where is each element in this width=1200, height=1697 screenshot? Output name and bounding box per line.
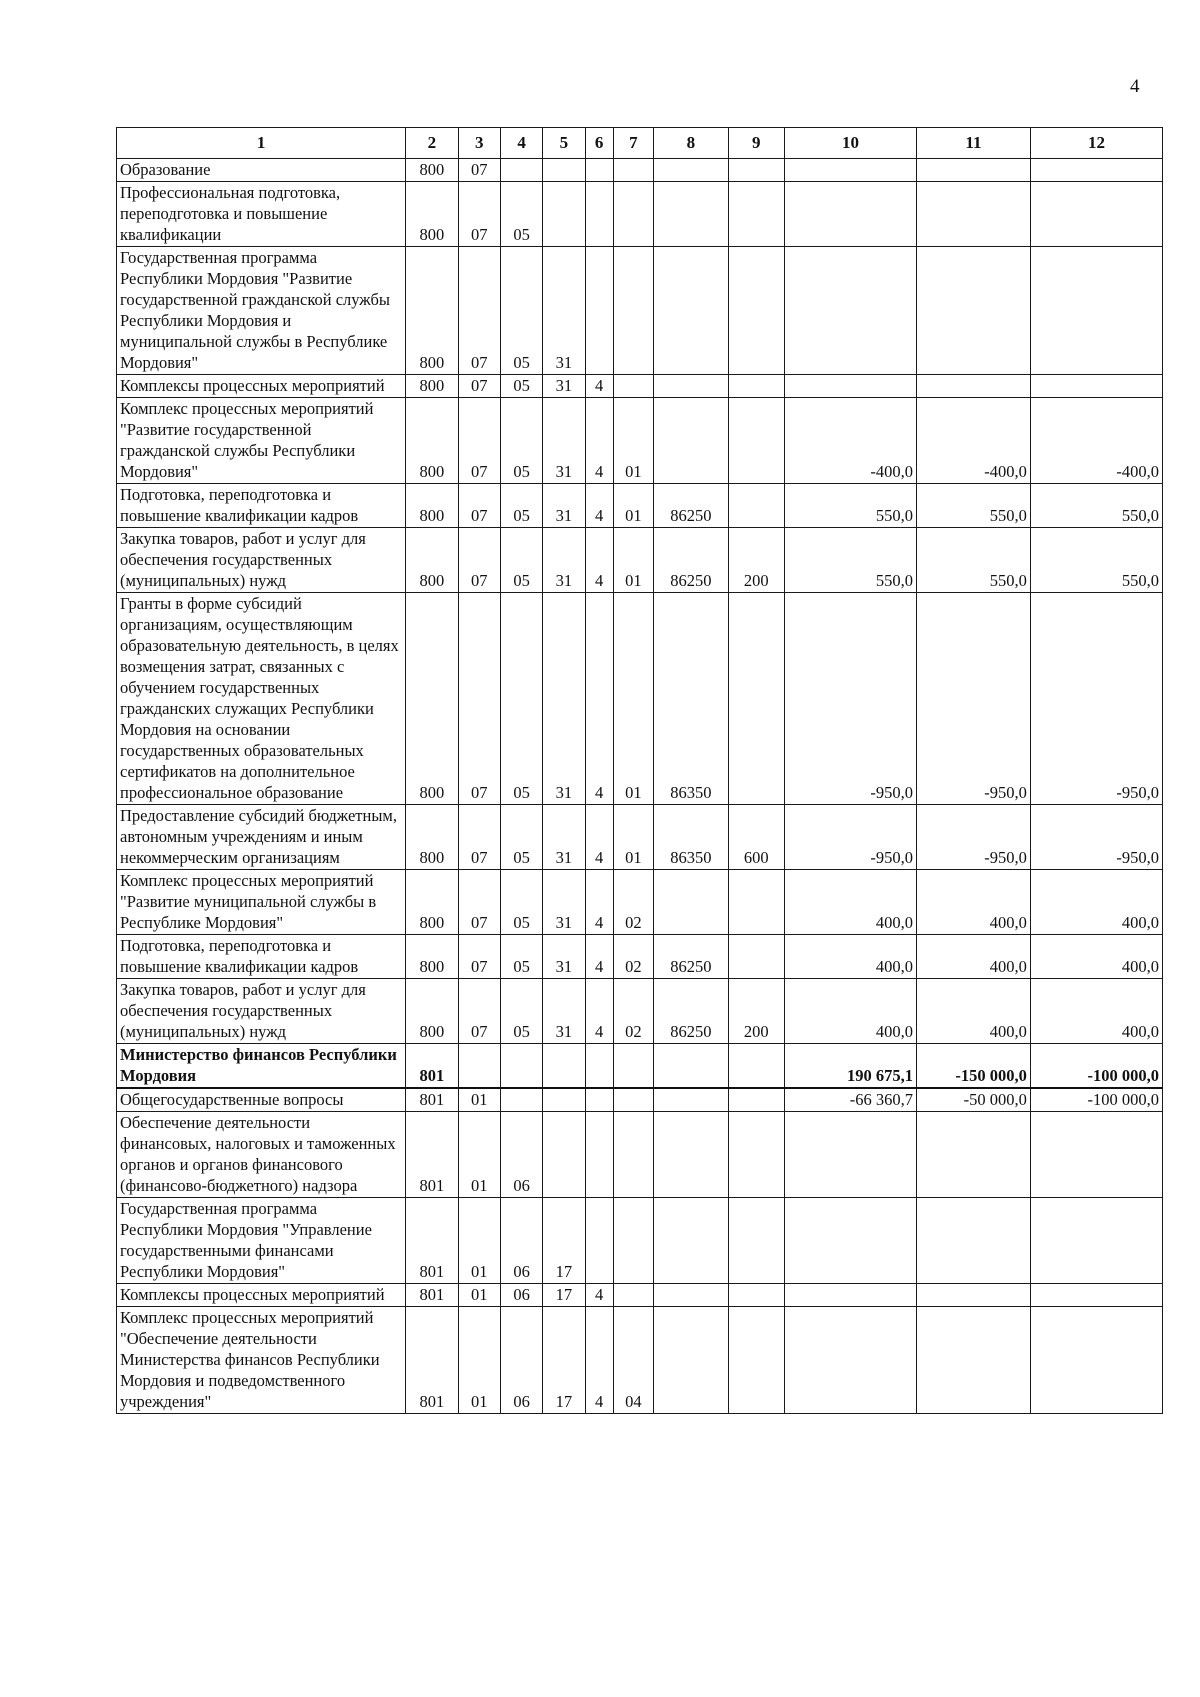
code-type	[585, 1112, 613, 1198]
amount-col-11	[917, 247, 1031, 375]
code-direction	[654, 1284, 729, 1307]
code-program: 31	[543, 935, 585, 979]
code-complex: 01	[613, 398, 653, 484]
code-complex	[613, 159, 653, 182]
code-direction	[654, 182, 729, 247]
code-program: 31	[543, 979, 585, 1044]
code-subsection: 05	[500, 979, 542, 1044]
amount-col-11: 400,0	[917, 935, 1031, 979]
code-complex: 01	[613, 593, 653, 805]
amount-col-11: -950,0	[917, 593, 1031, 805]
amount-col-12	[1030, 182, 1162, 247]
row-name: Комплексы процессных мероприятий	[117, 375, 406, 398]
code-program: 17	[543, 1198, 585, 1284]
table-row	[117, 1088, 1163, 1112]
table-row	[117, 484, 1163, 528]
code-ministry: 800	[406, 247, 458, 375]
code-subsection	[500, 159, 542, 182]
code-subsection: 06	[500, 1284, 542, 1307]
column-header-2: 2	[406, 128, 458, 159]
row-name: Гранты в форме субсидий организациям, осуществляющим образовательную деятельность, в целях возмещения затрат, связанных с обучением государственных гражданских служащих Республики Мордовия на основании государственных образовательных сертификатов на дополнительное профессиональное образование	[117, 593, 406, 805]
code-ministry: 800	[406, 182, 458, 247]
code-direction	[654, 1088, 729, 1112]
code-program: 31	[543, 870, 585, 935]
amount-col-10	[785, 159, 917, 182]
code-subsection: 06	[500, 1307, 542, 1414]
row-name: Государственная программа Республики Мордовия "Развитие государственной гражданской службы Республики Мордовия и муниципальной службы в Республике Мордовия"	[117, 247, 406, 375]
amount-col-11: -400,0	[917, 398, 1031, 484]
column-header-3: 3	[458, 128, 500, 159]
code-direction	[654, 159, 729, 182]
code-complex: 02	[613, 870, 653, 935]
column-header-11: 11	[917, 128, 1031, 159]
table-row	[117, 870, 1163, 935]
amount-col-10: -66 360,7	[785, 1088, 917, 1112]
code-program	[543, 1088, 585, 1112]
code-subsection: 06	[500, 1198, 542, 1284]
amount-col-12: 400,0	[1030, 935, 1162, 979]
code-ministry: 800	[406, 805, 458, 870]
code-expense-type	[728, 247, 784, 375]
code-type	[585, 159, 613, 182]
code-type: 4	[585, 1284, 613, 1307]
row-name: Комплексы процессных мероприятий	[117, 1284, 406, 1307]
code-type: 4	[585, 935, 613, 979]
code-section: 07	[458, 484, 500, 528]
row-name: Государственная программа Республики Мордовия "Управление государственными финансами Республики Мордовия"	[117, 1198, 406, 1284]
amount-col-11	[917, 1284, 1031, 1307]
amount-col-11: -50 000,0	[917, 1088, 1031, 1112]
amount-col-10: 550,0	[785, 484, 917, 528]
amount-col-10: 550,0	[785, 528, 917, 593]
code-complex: 01	[613, 805, 653, 870]
amount-col-10	[785, 1112, 917, 1198]
amount-col-10	[785, 1198, 917, 1284]
code-section: 01	[458, 1088, 500, 1112]
code-ministry: 800	[406, 484, 458, 528]
code-type	[585, 1198, 613, 1284]
code-program	[543, 1044, 585, 1089]
amount-col-10	[785, 1284, 917, 1307]
column-header-5: 5	[543, 128, 585, 159]
code-section: 07	[458, 528, 500, 593]
amount-col-11	[917, 182, 1031, 247]
table-row	[117, 247, 1163, 375]
code-type: 4	[585, 979, 613, 1044]
code-expense-type	[728, 159, 784, 182]
amount-col-10	[785, 182, 917, 247]
table-row	[117, 375, 1163, 398]
code-program	[543, 182, 585, 247]
amount-col-12: -950,0	[1030, 593, 1162, 805]
code-direction	[654, 870, 729, 935]
amount-col-12	[1030, 1307, 1162, 1414]
code-ministry: 801	[406, 1198, 458, 1284]
code-ministry: 801	[406, 1307, 458, 1414]
code-type	[585, 1044, 613, 1089]
row-name: Подготовка, переподготовка и повышение квалификации кадров	[117, 484, 406, 528]
code-complex: 01	[613, 484, 653, 528]
code-program: 31	[543, 805, 585, 870]
code-type: 4	[585, 484, 613, 528]
code-program: 17	[543, 1284, 585, 1307]
code-expense-type	[728, 1112, 784, 1198]
row-name: Комплекс процессных мероприятий "Обеспечение деятельности Министерства финансов Республики Мордовия и подведомственного учреждения"	[117, 1307, 406, 1414]
code-direction	[654, 1044, 729, 1089]
amount-col-11: -950,0	[917, 805, 1031, 870]
code-section: 01	[458, 1112, 500, 1198]
table-row	[117, 1284, 1163, 1307]
amount-col-12	[1030, 1112, 1162, 1198]
code-complex: 02	[613, 935, 653, 979]
amount-col-11	[917, 1112, 1031, 1198]
budget-table	[116, 127, 1163, 1414]
column-header-6: 6	[585, 128, 613, 159]
code-direction: 86250	[654, 935, 729, 979]
code-expense-type	[728, 1198, 784, 1284]
table-row	[117, 979, 1163, 1044]
code-program: 17	[543, 1307, 585, 1414]
code-expense-type	[728, 398, 784, 484]
code-expense-type	[728, 182, 784, 247]
code-direction	[654, 1112, 729, 1198]
code-section: 01	[458, 1284, 500, 1307]
code-section: 07	[458, 935, 500, 979]
code-expense-type	[728, 375, 784, 398]
code-complex: 02	[613, 979, 653, 1044]
code-type: 4	[585, 870, 613, 935]
amount-col-11	[917, 159, 1031, 182]
amount-col-11: 550,0	[917, 484, 1031, 528]
code-section: 07	[458, 870, 500, 935]
amount-col-12: -400,0	[1030, 398, 1162, 484]
code-subsection	[500, 1088, 542, 1112]
table-row	[117, 398, 1163, 484]
amount-col-11	[917, 1198, 1031, 1284]
code-section	[458, 1044, 500, 1089]
code-type: 4	[585, 805, 613, 870]
column-header-12: 12	[1030, 128, 1162, 159]
amount-col-12: -950,0	[1030, 805, 1162, 870]
code-program: 31	[543, 375, 585, 398]
table-row	[117, 935, 1163, 979]
code-complex	[613, 247, 653, 375]
code-expense-type: 200	[728, 528, 784, 593]
row-name: Общегосударственные вопросы	[117, 1088, 406, 1112]
table-row	[117, 805, 1163, 870]
code-complex	[613, 1284, 653, 1307]
code-expense-type: 600	[728, 805, 784, 870]
code-direction: 86250	[654, 979, 729, 1044]
row-name: Министерство финансов Республики Мордовия	[117, 1044, 406, 1089]
amount-col-11: 400,0	[917, 979, 1031, 1044]
column-header-4: 4	[500, 128, 542, 159]
code-complex	[613, 375, 653, 398]
code-complex	[613, 182, 653, 247]
table-body	[117, 159, 1163, 1414]
code-type: 4	[585, 1307, 613, 1414]
amount-col-11	[917, 1307, 1031, 1414]
code-direction: 86250	[654, 484, 729, 528]
amount-col-10	[785, 247, 917, 375]
header-row	[117, 128, 1163, 159]
amount-col-12: -100 000,0	[1030, 1088, 1162, 1112]
amount-col-12: 400,0	[1030, 870, 1162, 935]
code-complex: 01	[613, 528, 653, 593]
code-subsection: 05	[500, 935, 542, 979]
code-subsection: 05	[500, 182, 542, 247]
code-section: 01	[458, 1307, 500, 1414]
code-program: 31	[543, 484, 585, 528]
code-ministry: 800	[406, 398, 458, 484]
code-program: 31	[543, 593, 585, 805]
code-subsection: 05	[500, 375, 542, 398]
amount-col-10	[785, 375, 917, 398]
row-name: Комплекс процессных мероприятий "Развитие муниципальной службы в Республике Мордовия"	[117, 870, 406, 935]
code-type: 4	[585, 528, 613, 593]
column-header-9: 9	[728, 128, 784, 159]
row-name: Обеспечение деятельности финансовых, налоговых и таможенных органов и органов финансового (финансово-бюджетного) надзора	[117, 1112, 406, 1198]
code-program	[543, 159, 585, 182]
code-ministry: 800	[406, 979, 458, 1044]
amount-col-12: -100 000,0	[1030, 1044, 1162, 1089]
code-ministry: 800	[406, 159, 458, 182]
code-direction: 86250	[654, 528, 729, 593]
code-complex	[613, 1044, 653, 1089]
amount-col-10	[785, 1307, 917, 1414]
code-subsection: 05	[500, 398, 542, 484]
amount-col-12: 400,0	[1030, 979, 1162, 1044]
code-direction: 86350	[654, 805, 729, 870]
code-section: 07	[458, 398, 500, 484]
code-direction	[654, 398, 729, 484]
code-program: 31	[543, 398, 585, 484]
code-ministry: 800	[406, 870, 458, 935]
code-expense-type	[728, 484, 784, 528]
amount-col-12	[1030, 1198, 1162, 1284]
code-direction: 86350	[654, 593, 729, 805]
code-expense-type	[728, 1088, 784, 1112]
code-subsection: 05	[500, 528, 542, 593]
amount-col-10: -950,0	[785, 805, 917, 870]
code-subsection: 05	[500, 247, 542, 375]
table-row	[117, 593, 1163, 805]
code-section: 07	[458, 805, 500, 870]
code-subsection: 05	[500, 484, 542, 528]
code-subsection: 05	[500, 805, 542, 870]
code-ministry: 800	[406, 593, 458, 805]
code-complex	[613, 1112, 653, 1198]
code-expense-type	[728, 1307, 784, 1414]
code-expense-type	[728, 593, 784, 805]
code-subsection: 05	[500, 870, 542, 935]
code-ministry: 801	[406, 1088, 458, 1112]
code-subsection: 05	[500, 593, 542, 805]
column-header-7: 7	[613, 128, 653, 159]
code-subsection	[500, 1044, 542, 1089]
amount-col-12	[1030, 375, 1162, 398]
code-type	[585, 1088, 613, 1112]
amount-col-10: 400,0	[785, 870, 917, 935]
code-type: 4	[585, 398, 613, 484]
row-name: Предоставление субсидий бюджетным, автономным учреждениям и иным некоммерческим организациям	[117, 805, 406, 870]
code-ministry: 800	[406, 935, 458, 979]
amount-col-11: 400,0	[917, 870, 1031, 935]
row-name: Образование	[117, 159, 406, 182]
code-expense-type	[728, 870, 784, 935]
amount-col-12: 550,0	[1030, 528, 1162, 593]
code-ministry: 801	[406, 1044, 458, 1089]
table-row	[117, 1198, 1163, 1284]
page-number: 4	[1130, 76, 1140, 97]
code-section: 07	[458, 979, 500, 1044]
code-program: 31	[543, 247, 585, 375]
row-name: Профессиональная подготовка, переподготовка и повышение квалификации	[117, 182, 406, 247]
code-type: 4	[585, 375, 613, 398]
amount-col-12	[1030, 247, 1162, 375]
table-row	[117, 1112, 1163, 1198]
table-row	[117, 1307, 1163, 1414]
code-type: 4	[585, 593, 613, 805]
code-program	[543, 1112, 585, 1198]
column-header-1: 1	[117, 128, 406, 159]
code-direction	[654, 375, 729, 398]
amount-col-10: -950,0	[785, 593, 917, 805]
code-section: 07	[458, 375, 500, 398]
amount-col-12	[1030, 159, 1162, 182]
amount-col-10: 400,0	[785, 979, 917, 1044]
code-expense-type: 200	[728, 979, 784, 1044]
amount-col-11: -150 000,0	[917, 1044, 1031, 1089]
amount-col-11	[917, 375, 1031, 398]
table-row	[117, 182, 1163, 247]
code-direction	[654, 1198, 729, 1284]
table-row	[117, 528, 1163, 593]
code-section: 07	[458, 182, 500, 247]
row-name: Закупка товаров, работ и услуг для обеспечения государственных (муниципальных) нужд	[117, 528, 406, 593]
code-expense-type	[728, 935, 784, 979]
code-program: 31	[543, 528, 585, 593]
code-expense-type	[728, 1284, 784, 1307]
code-ministry: 800	[406, 528, 458, 593]
amount-col-12: 550,0	[1030, 484, 1162, 528]
code-complex	[613, 1088, 653, 1112]
code-complex: 04	[613, 1307, 653, 1414]
table-row	[117, 1044, 1163, 1089]
code-section: 07	[458, 159, 500, 182]
amount-col-10: 400,0	[785, 935, 917, 979]
code-subsection: 06	[500, 1112, 542, 1198]
row-name: Комплекс процессных мероприятий "Развитие государственной гражданской службы Республики Мордовия"	[117, 398, 406, 484]
amount-col-12	[1030, 1284, 1162, 1307]
amount-col-10: 190 675,1	[785, 1044, 917, 1089]
column-header-10: 10	[785, 128, 917, 159]
code-type	[585, 182, 613, 247]
code-complex	[613, 1198, 653, 1284]
code-section: 07	[458, 247, 500, 375]
code-section: 01	[458, 1198, 500, 1284]
code-expense-type	[728, 1044, 784, 1089]
code-direction	[654, 1307, 729, 1414]
code-ministry: 801	[406, 1284, 458, 1307]
row-name: Закупка товаров, работ и услуг для обеспечения государственных (муниципальных) нужд	[117, 979, 406, 1044]
column-header-8: 8	[654, 128, 729, 159]
amount-col-11: 550,0	[917, 528, 1031, 593]
code-type	[585, 247, 613, 375]
amount-col-10: -400,0	[785, 398, 917, 484]
table-row	[117, 159, 1163, 182]
code-section: 07	[458, 593, 500, 805]
code-direction	[654, 247, 729, 375]
code-ministry: 800	[406, 375, 458, 398]
code-ministry: 801	[406, 1112, 458, 1198]
row-name: Подготовка, переподготовка и повышение квалификации кадров	[117, 935, 406, 979]
